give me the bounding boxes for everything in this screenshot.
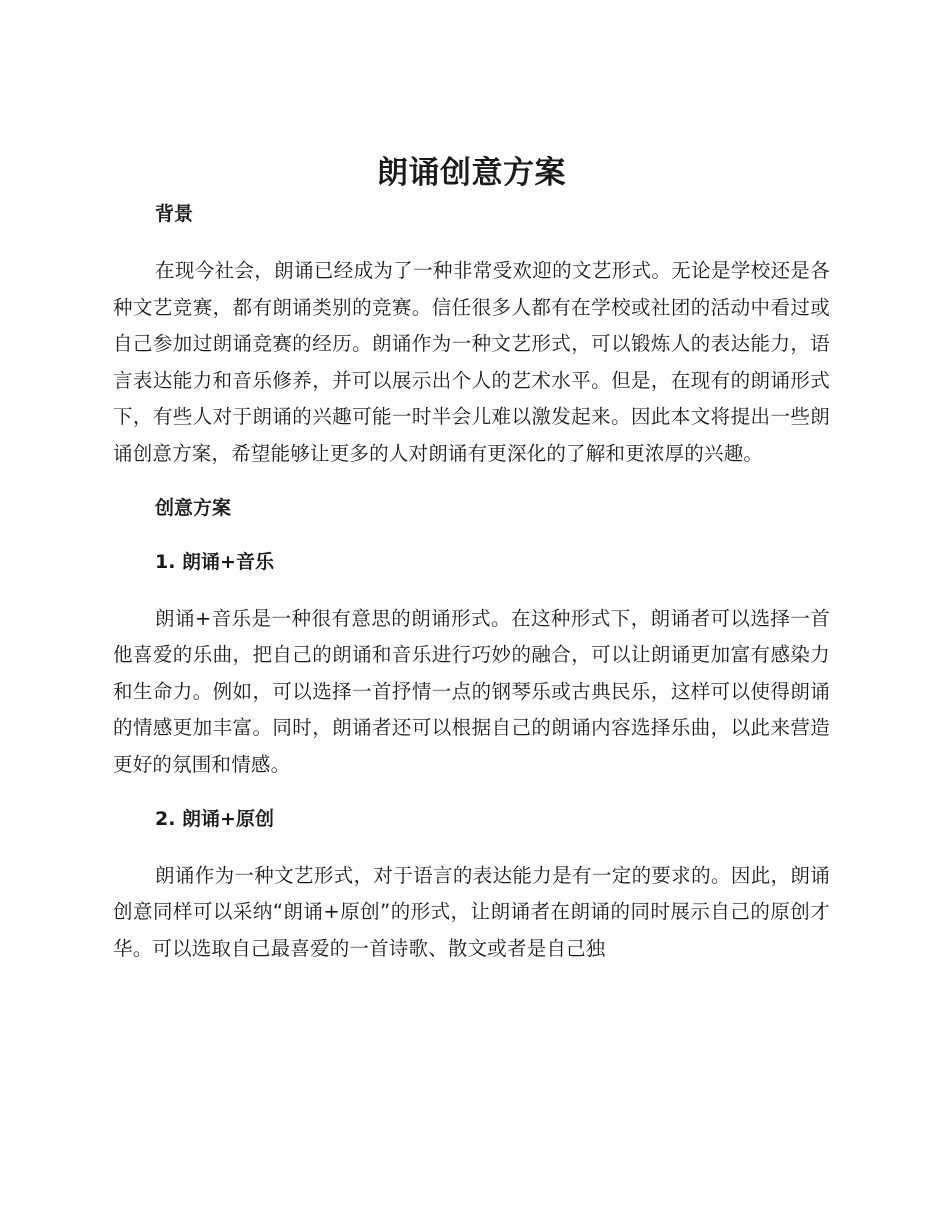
heading-recitation-original: 2. 朗诵+原创 [155, 807, 274, 830]
document-body [113, 148, 830, 987]
paragraph-recitation-music: 朗诵+音乐是一种很有意思的朗诵形式。在这种形式下，朗诵者可以选择一首他喜爱的乐曲，把自己的朗诵和音乐进行巧妙的融合，可以让朗诵更加富有感染力和生命力。例如，可以选择一首抒情一点的钢琴乐或古典民乐，这样可以使得朗诵的情感更加丰富。同时，朗诵者还可以根据自己的朗诵内容选择乐曲，以此来营造更好的氛围和情感。 [113, 606, 830, 776]
paragraph-background: 在现今社会，朗诵已经成为了一种非常受欢迎的文艺形式。无论是学校还是各种文艺竞赛，都有朗诵类别的竞赛。信任很多人都有在学校或社团的活动中看过或自己参加过朗诵竞赛的经历。朗诵作为一种文艺形式，可以锻炼人的表达能力，语言表达能力和音乐修养，并可以展示出个人的艺术水平。但是，在现有的朗诵形式下，有些人对于朗诵的兴趣可能一时半会儿难以激发起来。因此本文将提出一些朗诵创意方案，希望能够让更多的人对朗诵有更深化的了解和更浓厚的兴趣。 [113, 259, 830, 465]
heading-creative-plans: 创意方案 [155, 496, 232, 519]
heading-background: 背景 [155, 203, 194, 225]
heading-recitation-music: 1. 朗诵+音乐 [155, 550, 274, 573]
document-title: 朗诵创意方案 [377, 155, 566, 191]
paragraph-recitation-original: 朗诵作为一种文艺形式，对于语言的表达能力是有一定的要求的。因此，朗诵创意同样可以采纳“朗诵+原创”的形式，让朗诵者在朗诵的同时展示自己的原创才华。可以选取自己最喜爱的一首诗歌、散文或者是自己独 [113, 863, 830, 960]
